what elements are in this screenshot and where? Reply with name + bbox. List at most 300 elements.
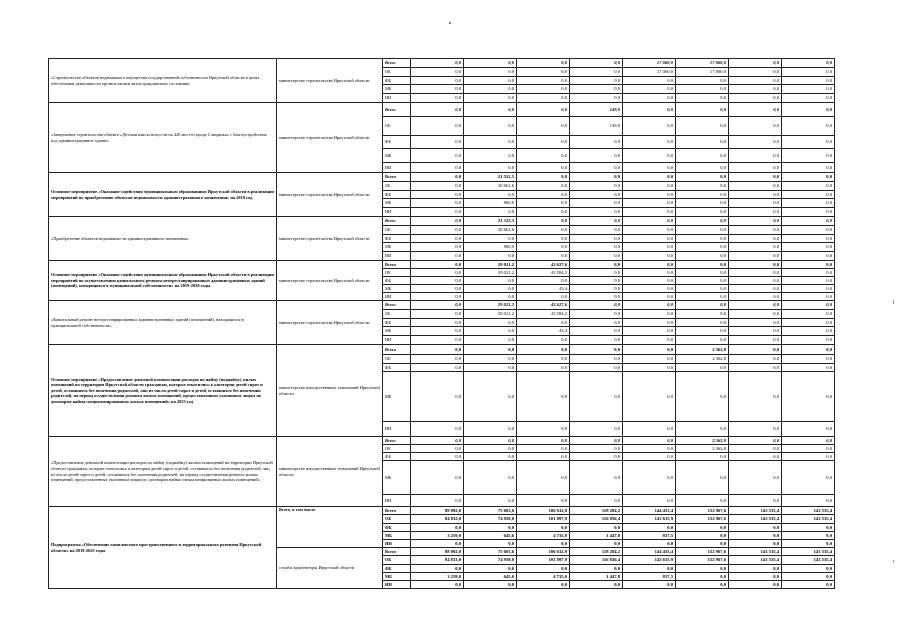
- amount-cell: 0,0: [623, 495, 676, 507]
- amount-cell: 101 897,9: [517, 515, 570, 524]
- amount-cell: 0,0: [411, 94, 464, 103]
- amount-cell: 0,0: [729, 445, 782, 453]
- amount-cell: 0,0: [782, 453, 835, 461]
- amount-cell: 0,0: [570, 524, 623, 532]
- amount-cell: 0,0: [570, 163, 623, 173]
- amount-cell: 74 958,0: [464, 515, 517, 524]
- funding-source: Всего: [383, 173, 411, 182]
- amount-cell: 0,0: [729, 243, 782, 252]
- amount-cell: 0,0: [464, 461, 517, 495]
- amount-cell: 0,0: [676, 532, 729, 540]
- amount-cell: 0,0: [411, 445, 464, 453]
- amount-cell: 0,0: [729, 85, 782, 94]
- amount-cell: 0,0: [570, 422, 623, 437]
- funding-source: ОБ: [383, 117, 411, 136]
- amount-cell: 0,0: [570, 540, 623, 548]
- amount-cell: 0,0: [464, 345, 517, 355]
- amount-cell: 0,0: [517, 163, 570, 173]
- amount-cell: 0,0: [623, 293, 676, 301]
- amount-cell: 0,0: [570, 208, 623, 217]
- amount-cell: 0,0: [676, 117, 729, 136]
- amount-cell: 0,0: [623, 345, 676, 355]
- funding-source: МБ: [383, 285, 411, 293]
- amount-cell: 0,0: [782, 269, 835, 277]
- amount-cell: 3 259,0: [411, 573, 464, 581]
- amount-cell: 0,0: [570, 243, 623, 252]
- amount-cell: 0,0: [464, 422, 517, 437]
- funding-source: ФБ: [383, 524, 411, 532]
- amount-cell: 0,0: [464, 235, 517, 243]
- amount-cell: 0,0: [517, 445, 570, 453]
- amount-cell: 0,0: [623, 540, 676, 548]
- amount-cell: 0,0: [782, 149, 835, 163]
- funding-source: МБ: [383, 372, 411, 422]
- amount-cell: 0,0: [623, 261, 676, 269]
- amount-cell: 0,0: [729, 336, 782, 345]
- executor-name: министерство строительства Иркутской области: [277, 217, 383, 261]
- amount-cell: 0,0: [517, 85, 570, 94]
- amount-cell: 0,0: [464, 524, 517, 532]
- funding-source: МБ: [383, 573, 411, 581]
- amount-cell: 0,0: [517, 319, 570, 327]
- amount-cell: 0,0: [570, 345, 623, 355]
- amount-cell: 0,0: [623, 355, 676, 364]
- amount-cell: 0,0: [729, 581, 782, 589]
- amount-cell: 0,0: [464, 103, 517, 117]
- funding-source: ИИ: [383, 495, 411, 507]
- amount-cell: 0,0: [411, 217, 464, 226]
- amount-cell: 0,0: [676, 149, 729, 163]
- amount-cell: 21 522,5: [464, 173, 517, 182]
- funding-source: МБ: [383, 461, 411, 495]
- amount-cell: 0,0: [464, 581, 517, 589]
- amount-cell: 0,0: [782, 540, 835, 548]
- amount-cell: 43,4: [517, 285, 570, 293]
- amount-cell: 2 362,8: [676, 445, 729, 453]
- executor-name: министерство имущественных отношений Иркутской области: [277, 345, 383, 437]
- amount-cell: 0,0: [570, 310, 623, 319]
- amount-cell: 0,0: [729, 182, 782, 191]
- amount-cell: 0,0: [782, 103, 835, 117]
- amount-cell: 0,0: [782, 293, 835, 301]
- amount-cell: 0,0: [729, 437, 782, 445]
- amount-cell: 0,0: [782, 445, 835, 453]
- funding-source: ОБ: [383, 68, 411, 77]
- amount-cell: 0,0: [570, 261, 623, 269]
- amount-cell: 84 832,0: [411, 515, 464, 524]
- amount-cell: 0,0: [517, 252, 570, 261]
- amount-cell: 0,0: [623, 208, 676, 217]
- amount-cell: 860,9: [464, 199, 517, 208]
- amount-cell: 0,0: [729, 77, 782, 85]
- amount-cell: 0,0: [782, 217, 835, 226]
- funding-source: ОБ: [383, 445, 411, 453]
- funding-source: ИИ: [383, 581, 411, 589]
- amount-cell: 0,0: [729, 117, 782, 136]
- amount-cell: 0,0: [570, 285, 623, 293]
- funding-source: МБ: [383, 199, 411, 208]
- amount-cell: 0,0: [464, 208, 517, 217]
- funding-source: ФБ: [383, 565, 411, 573]
- amount-cell: 0,0: [782, 277, 835, 285]
- amount-cell: 0,0: [782, 565, 835, 573]
- amount-cell: 0,0: [517, 94, 570, 103]
- executor-name: Всего, в том числе: [277, 507, 383, 548]
- amount-cell: 0,0: [676, 199, 729, 208]
- amount-cell: 0,0: [729, 173, 782, 182]
- funding-source: ИИ: [383, 252, 411, 261]
- amount-cell: 0,0: [464, 540, 517, 548]
- amount-cell: 0,0: [570, 364, 623, 372]
- activity-name: «Приобретение объектов недвижимости административного назначения»: [49, 217, 277, 261]
- amount-cell: 0,0: [570, 437, 623, 445]
- amount-cell: 0,0: [782, 77, 835, 85]
- funding-source: Всего: [383, 261, 411, 269]
- amount-cell: 0,0: [464, 252, 517, 261]
- amount-cell: 0,0: [517, 524, 570, 532]
- amount-cell: 0,0: [729, 208, 782, 217]
- amount-cell: 0,0: [729, 422, 782, 437]
- amount-cell: 0,0: [411, 103, 464, 117]
- amount-cell: 0,0: [676, 85, 729, 94]
- funding-source: ОБ: [383, 182, 411, 191]
- amount-cell: 0,0: [623, 372, 676, 422]
- funding-source: МБ: [383, 327, 411, 336]
- amount-cell: 106 632,9: [517, 548, 570, 556]
- amount-cell: 0,0: [411, 524, 464, 532]
- amount-cell: 0,0: [676, 163, 729, 173]
- amount-cell: 0,0: [676, 173, 729, 182]
- amount-cell: 0,0: [517, 235, 570, 243]
- amount-cell: 101 897,9: [517, 556, 570, 565]
- amount-cell: 0,0: [729, 136, 782, 149]
- amount-cell: 0,0: [411, 149, 464, 163]
- amount-cell: 0,0: [623, 136, 676, 149]
- amount-cell: 0,0: [464, 364, 517, 372]
- funding-source: ФБ: [383, 77, 411, 85]
- amount-cell: 0,0: [570, 149, 623, 163]
- amount-cell: 0,0: [411, 208, 464, 217]
- funding-source: Всего: [383, 345, 411, 355]
- amount-cell: 0,0: [782, 235, 835, 243]
- amount-cell: 2 362,8: [676, 355, 729, 364]
- amount-cell: 0,0: [570, 461, 623, 495]
- funding-source: ИИ: [383, 94, 411, 103]
- amount-cell: 0,0: [623, 565, 676, 573]
- amount-cell: 0,0: [676, 327, 729, 336]
- amount-cell: 0,0: [464, 191, 517, 199]
- funding-source: ФБ: [383, 277, 411, 285]
- amount-cell: 0,0: [676, 524, 729, 532]
- amount-cell: 0,0: [623, 285, 676, 293]
- amount-cell: 0,0: [464, 437, 517, 445]
- amount-cell: 0,0: [570, 59, 623, 68]
- amount-cell: 0,0: [464, 94, 517, 103]
- amount-cell: 0,0: [623, 581, 676, 589]
- amount-cell: 0,0: [464, 136, 517, 149]
- amount-cell: 0,0: [782, 226, 835, 235]
- amount-cell: 0,0: [623, 117, 676, 136]
- amount-cell: 0,0: [570, 327, 623, 336]
- amount-cell: 143 535,4: [729, 507, 782, 515]
- amount-cell: 0,0: [729, 532, 782, 540]
- amount-cell: 0,0: [411, 59, 464, 68]
- funding-source: ОБ: [383, 556, 411, 565]
- amount-cell: 0,0: [570, 277, 623, 285]
- table-row: [49, 437, 835, 445]
- amount-cell: 0,0: [729, 261, 782, 269]
- amount-cell: 144 453,4: [623, 548, 676, 556]
- amount-cell: 0,0: [623, 310, 676, 319]
- amount-cell: 4 735,0: [517, 532, 570, 540]
- amount-cell: 4 735,0: [517, 573, 570, 581]
- amount-cell: 29 021,2: [464, 301, 517, 310]
- amount-cell: 0,0: [623, 319, 676, 327]
- amount-cell: 0,0: [729, 217, 782, 226]
- amount-cell: 17 060,0: [623, 68, 676, 77]
- amount-cell: 0,0: [676, 226, 729, 235]
- amount-cell: 0,0: [411, 269, 464, 277]
- amount-cell: 0,0: [729, 319, 782, 327]
- amount-cell: 29 021,2: [464, 269, 517, 277]
- amount-cell: 0,0: [570, 182, 623, 191]
- amount-cell: 0,0: [517, 199, 570, 208]
- amount-cell: 0,0: [729, 235, 782, 243]
- amount-cell: 21 522,5: [464, 217, 517, 226]
- amount-cell: 0,0: [676, 235, 729, 243]
- amount-cell: 0,0: [782, 85, 835, 94]
- subprogram-name: Подпрограмма «Обеспечение комплексного пространственного и территориального развития Иркутской области» на 2019-2025 годы: [49, 507, 277, 589]
- amount-cell: 0,0: [782, 252, 835, 261]
- table-row: [49, 345, 835, 355]
- amount-cell: 0,0: [729, 540, 782, 548]
- amount-cell: 0,0: [411, 277, 464, 285]
- amount-cell: 0,0: [517, 540, 570, 548]
- amount-cell: 0,0: [411, 199, 464, 208]
- amount-cell: 43 627,6: [517, 301, 570, 310]
- amount-cell: 0,0: [729, 495, 782, 507]
- amount-cell: 0,0: [411, 163, 464, 173]
- amount-cell: 0,0: [623, 243, 676, 252]
- funding-source: ОБ: [383, 226, 411, 235]
- amount-cell: 0,0: [729, 103, 782, 117]
- amount-cell: 152 967,6: [676, 556, 729, 565]
- amount-cell: 75 603,6: [464, 548, 517, 556]
- amount-cell: 116 836,4: [570, 515, 623, 524]
- amount-cell: 0,0: [464, 327, 517, 336]
- amount-cell: 17 060,0: [623, 59, 676, 68]
- amount-cell: 0,0: [411, 85, 464, 94]
- amount-cell: 152 967,6: [676, 507, 729, 515]
- amount-cell: 0,0: [623, 226, 676, 235]
- amount-cell: 0,0: [411, 173, 464, 182]
- amount-cell: 43,4: [517, 327, 570, 336]
- amount-cell: 0,0: [517, 495, 570, 507]
- amount-cell: 0,0: [676, 364, 729, 372]
- amount-cell: 0,0: [517, 226, 570, 235]
- amount-cell: 0,0: [729, 226, 782, 235]
- amount-cell: 0,0: [517, 277, 570, 285]
- amount-cell: 0,0: [411, 453, 464, 461]
- amount-cell: 0,0: [676, 208, 729, 217]
- amount-cell: 0,0: [517, 345, 570, 355]
- scan-edge-mark: [893, 300, 894, 304]
- amount-cell: 0,0: [729, 301, 782, 310]
- amount-cell: 0,0: [676, 372, 729, 422]
- funding-source: ИИ: [383, 163, 411, 173]
- executor-name: министерство строительства Иркутской области: [277, 261, 383, 301]
- amount-cell: 0,0: [411, 285, 464, 293]
- amount-cell: 0,0: [782, 327, 835, 336]
- amount-cell: 0,0: [570, 217, 623, 226]
- amount-cell: 0,0: [411, 252, 464, 261]
- amount-cell: 0,0: [464, 293, 517, 301]
- amount-cell: 0,0: [464, 445, 517, 453]
- funding-source: ФБ: [383, 235, 411, 243]
- amount-cell: 0,0: [464, 285, 517, 293]
- funding-source: ИИ: [383, 208, 411, 217]
- amount-cell: 3 259,0: [411, 532, 464, 540]
- amount-cell: 0,0: [729, 372, 782, 422]
- amount-cell: 0,0: [729, 461, 782, 495]
- amount-cell: 0,0: [570, 94, 623, 103]
- amount-cell: 0,0: [411, 581, 464, 589]
- amount-cell: 0,0: [517, 372, 570, 422]
- amount-cell: 0,0: [464, 77, 517, 85]
- activity-name: «Строительство объектов недвижимого имущества государственной собственности Иркутской области в целях обеспечения деятельности органов записи актов гражданского состояния»: [49, 59, 277, 103]
- executor-name: министерство строительства Иркутской области: [277, 103, 383, 173]
- amount-cell: 0,0: [729, 59, 782, 68]
- amount-cell: 0,0: [517, 336, 570, 345]
- amount-cell: 0,0: [676, 495, 729, 507]
- amount-cell: 0,0: [517, 453, 570, 461]
- amount-cell: 106 632,9: [517, 507, 570, 515]
- scan-speck: [449, 22, 451, 24]
- amount-cell: 0,0: [676, 103, 729, 117]
- amount-cell: 0,0: [411, 540, 464, 548]
- amount-cell: 0,0: [517, 355, 570, 364]
- amount-cell: 74 958,0: [464, 556, 517, 565]
- amount-cell: 0,0: [570, 136, 623, 149]
- amount-cell: 0,0: [517, 217, 570, 226]
- amount-cell: 149,0: [570, 117, 623, 136]
- amount-cell: 17 060,0: [676, 68, 729, 77]
- amount-cell: 0,0: [570, 235, 623, 243]
- amount-cell: 75 603,6: [464, 507, 517, 515]
- amount-cell: 0,0: [729, 327, 782, 336]
- amount-cell: 0,0: [623, 269, 676, 277]
- amount-cell: 0,0: [411, 261, 464, 269]
- amount-cell: 0,0: [623, 182, 676, 191]
- amount-cell: 0,0: [676, 422, 729, 437]
- amount-cell: 0,0: [517, 293, 570, 301]
- amount-cell: 0,0: [729, 252, 782, 261]
- funding-source: МБ: [383, 85, 411, 94]
- amount-cell: 0,0: [623, 163, 676, 173]
- amount-cell: 0,0: [411, 243, 464, 252]
- amount-cell: 0,0: [464, 59, 517, 68]
- amount-cell: 152 967,6: [676, 548, 729, 556]
- funding-source: Всего: [383, 548, 411, 556]
- amount-cell: 0,0: [464, 565, 517, 573]
- amount-cell: 0,0: [570, 581, 623, 589]
- amount-cell: 645,6: [464, 532, 517, 540]
- amount-cell: 0,0: [623, 277, 676, 285]
- amount-cell: 0,0: [517, 208, 570, 217]
- amount-cell: 0,0: [676, 319, 729, 327]
- amount-cell: 0,0: [782, 173, 835, 182]
- amount-cell: 0,0: [411, 355, 464, 364]
- amount-cell: 0,0: [411, 191, 464, 199]
- amount-cell: 0,0: [623, 94, 676, 103]
- amount-cell: 0,0: [623, 85, 676, 94]
- amount-cell: 0,0: [676, 461, 729, 495]
- amount-cell: 0,0: [411, 461, 464, 495]
- table-row: [49, 59, 835, 68]
- amount-cell: 0,0: [517, 59, 570, 68]
- amount-cell: 0,0: [570, 319, 623, 327]
- amount-cell: 0,0: [782, 163, 835, 173]
- amount-cell: 0,0: [623, 327, 676, 336]
- amount-cell: 0,0: [411, 77, 464, 85]
- amount-cell: 0,0: [782, 319, 835, 327]
- amount-cell: 0,0: [676, 293, 729, 301]
- amount-cell: 0,0: [623, 453, 676, 461]
- amount-cell: 143 535,4: [729, 556, 782, 565]
- amount-cell: 0,0: [411, 226, 464, 235]
- amount-cell: 0,0: [570, 199, 623, 208]
- amount-cell: 0,0: [411, 293, 464, 301]
- amount-cell: 0,0: [517, 461, 570, 495]
- amount-cell: 0,0: [782, 461, 835, 495]
- amount-cell: 0,0: [570, 453, 623, 461]
- amount-cell: 0,0: [729, 310, 782, 319]
- amount-cell: 116 836,4: [570, 556, 623, 565]
- amount-cell: 0,0: [782, 285, 835, 293]
- funding-source: ИИ: [383, 422, 411, 437]
- amount-cell: 0,0: [623, 445, 676, 453]
- amount-cell: 0,0: [676, 581, 729, 589]
- amount-cell: 0,0: [570, 495, 623, 507]
- amount-cell: 118 284,2: [570, 507, 623, 515]
- amount-cell: 0,0: [464, 453, 517, 461]
- activity-name: «Предоставление денежной компенсации расходов по найму (поднайму) жилых помещений на территории Иркутской области гражданам, которые относились к категории детей-сирот и детей, оставшихся без попечения родителей, лиц из числа детей-сирот и детей, оставшихся без попечения родителей, на период осуществления ремонта жилых помещений, предоставленных указанным лицам по договорам найма специализированных жилых помещений»: [49, 437, 277, 507]
- amount-cell: 0,0: [623, 336, 676, 345]
- amount-cell: 837,5: [623, 532, 676, 540]
- activity-name: «Завершение строительства объекта «Детская школа искусств на 420 мест в городе Слюдянка» с благоустройством под административное здание»: [49, 103, 277, 173]
- amount-cell: 0,0: [411, 565, 464, 573]
- amount-cell: 0,0: [782, 345, 835, 355]
- amount-cell: 837,5: [623, 573, 676, 581]
- amount-cell: 2 362,8: [676, 437, 729, 445]
- amount-cell: 860,9: [464, 243, 517, 252]
- amount-cell: 0,0: [570, 445, 623, 453]
- amount-cell: 0,0: [729, 149, 782, 163]
- amount-cell: 0,0: [676, 77, 729, 85]
- amount-cell: 0,0: [676, 277, 729, 285]
- amount-cell: 0,0: [517, 136, 570, 149]
- amount-cell: 0,0: [570, 252, 623, 261]
- amount-cell: 29 021,2: [464, 310, 517, 319]
- amount-cell: 0,0: [729, 364, 782, 372]
- amount-cell: 0,0: [411, 68, 464, 77]
- amount-cell: 0,0: [729, 573, 782, 581]
- amount-cell: 0,0: [782, 336, 835, 345]
- amount-cell: 0,0: [623, 364, 676, 372]
- amount-cell: 0,0: [623, 524, 676, 532]
- amount-cell: 0,0: [411, 319, 464, 327]
- amount-cell: 0,0: [782, 199, 835, 208]
